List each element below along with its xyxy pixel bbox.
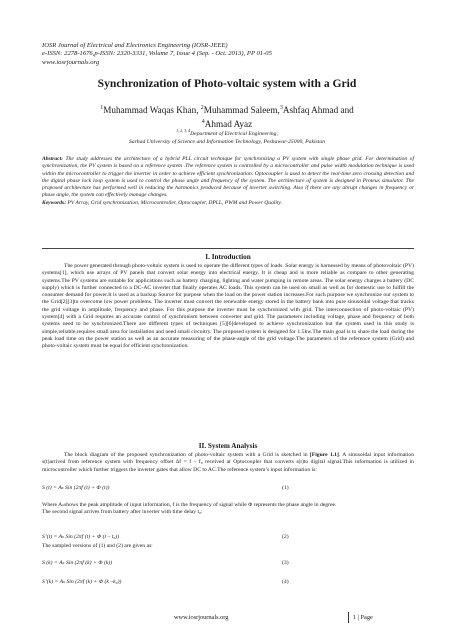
explanation-text: Where Aₛshows the peak amplitude of input information, f is the frequency of signal while Φ represents the phase angle in degree.: [42, 502, 337, 508]
keywords-text: PV Array, Grid synchronization, Microcontroller, Optocoupler, DPLL, PWM and Power Quality.: [66, 199, 283, 206]
sampled-versions-text: The sampled versions of (1) and (2) are given as:: [42, 543, 153, 549]
keywords-label: Keywords:: [42, 199, 67, 206]
affiliation-sup: 1, 2, 3, 4: [176, 128, 191, 133]
paragraph-text: The block diagram of the proposed synchronization of photo-voltaic system with a Grid is sketched in: [64, 452, 310, 458]
author-sup: 3: [279, 105, 283, 111]
page-number: 1 | Page: [353, 614, 373, 621]
equation-number: (2): [282, 534, 289, 540]
footer-divider: [348, 612, 349, 623]
system-analysis-body: [42, 452, 414, 474]
equation-expression: S (t) = Aₛ Sin (2πf (t) + Φ (t)): [42, 485, 110, 491]
figure-reference: [Figure 1.1]: [309, 452, 339, 458]
equation-expression: S’(t) = Aₛ Sin (2πf (t) + Φ (t – t₀)): [42, 534, 120, 540]
equation-expression: S’(k) = Aₛ Sin (2πf (k) + Φ (k –k₀)): [42, 579, 122, 585]
affiliation-university: Sarhad University of Science and Information Technology, Peshawar-25000, Pakistan: [128, 138, 326, 145]
equation-3: [42, 560, 414, 568]
affiliation: [42, 127, 412, 146]
author-sup: 1: [100, 105, 104, 111]
equation-expression: S (k) = Aₛ Sin (2πf (k) + Φ (k)): [42, 560, 113, 566]
explanation-text: The second signal arrives from battery after inverter with time delay t₀:: [42, 509, 203, 516]
abstract-block: [42, 156, 414, 207]
equation-number: (1): [282, 485, 289, 491]
equation-1-explanation: [42, 502, 414, 517]
paragraph-text: . A sinusoidal input information s(t)arrived from reference system with frequency offset Δf = f – f₀ received at Optocoupler that converts s(t)to digital signal.This information is utilized in microcontroller which further triggers the inverter gates that allow DC to AC.The reference system’s input information is:: [42, 452, 415, 473]
author-name: Muhammad Waqas Khan,: [103, 105, 201, 116]
author-list: [42, 102, 412, 130]
divider: [42, 248, 414, 249]
journal-website: www.iosrjournals.org: [42, 58, 100, 66]
author-sup: 4: [201, 119, 205, 126]
equation-1: [42, 485, 414, 493]
journal-issn: e-ISSN: 2278-1676,p-ISSN: 2320-3331, Volume 7, Issue 4 (Sep. - Oct. 2013), PP 01-05: [42, 50, 272, 58]
introduction-body: [42, 263, 414, 351]
author-sup: 2: [200, 105, 204, 111]
paper-title: Synchronization of Photo-voltaic system with a Grid: [97, 77, 357, 90]
equation-2: [42, 534, 414, 542]
affiliation-dept: Department of Electrical Engineering,: [190, 130, 278, 137]
section-heading-system-analysis: II. System Analysis: [198, 442, 258, 450]
abstract-label: Abstract:: [42, 156, 63, 162]
journal-header: [42, 42, 422, 67]
journal-name: IOSR Journal of Electrical and Electronics Engineering (IOSR-JEEE): [42, 42, 228, 49]
abstract-text: The study addresses the architecture of a hybrid PLL circuit technique for synchronizing a PV system with single phase grid. For determination of synchronization, the PV system is based on a reference system .The reference system is controlled by a microcontroller and pulse width modulation technique is used within the microcontroller to trigger the inverter in order to achieve efficient synchronization. Optocoupler is used to detect the real-time zero crossing detection and the digital phase lock loop system is used to control the phase angle and frequency of the system. The architecture of system is designed in Proteus simulator. The proposed architecture has performed well in reducing the harmonics produced because of inverter switching. Also if there are any abrupt changes in frequency or phase angle, the system can effectively manage changes.: [42, 156, 414, 199]
footer-url: www.iosrjournals.org: [174, 614, 229, 621]
author-name: Muhammad Saleem,: [203, 105, 280, 116]
introduction-paragraph: The power generated through photo-voltaic system is used to operate the different types of loads. Solar energy is harnessed by means of photovoltaic (PV) systems[1], which use arrays of PV panels that convert solar energy into electrical energy. It is cheap and is more reliable as compare to other generating systems.The PV systems are suitable for applications such as battery charging, lighting and water pumping in remote areas. The solar energy charges a battery (DC supply) which is further connected to a DC-AC inverter that finally operates AC loads. This system can be used on small as well as for domestic use to fulfill the consumer demand for power.It is used as a backup Source for purpose when the load on the power station increases.For such purpose we synchronize our system to the Grid[2][3]to overcome low power problems. The inverter must convert the renewable energy stored in the battery bank into pure sinusoidal voltage that tracks the grid voltage in amplitude, frequency and phase. For this purpose the inverter must be synchronized with grid. The interconnection of photo-voltaic (PV) system[4] with a Grid requires an accurate control of synchronism between converter and grid. The parameters including voltage, phase and frequency of both systems need to be synchronized.There are different types of techniques [5][6]developed to achieve synchronization but the system used in this study is simple,reliable,requires small area for installation and need small circuitry. The proposed system is designed for 1.5kw.The main goal is to share the load during the peak load time on the power station as well as an accurate measuring of the phase-angle of the grid voltage.The parameters of the reference system (Grid) and photo-voltaic system must be equal for efficient synchronization.: [42, 263, 414, 350]
section-heading-introduction: I. Introduction: [205, 253, 251, 261]
equation-number: (4): [282, 579, 289, 585]
author-name: Ahmad Ayaz: [204, 119, 253, 130]
author-name: Ashfaq Ahmad and: [282, 105, 354, 116]
system-analysis-paragraph: [42, 452, 414, 474]
equation-4: [42, 579, 414, 587]
equation-number: (3): [282, 560, 289, 566]
